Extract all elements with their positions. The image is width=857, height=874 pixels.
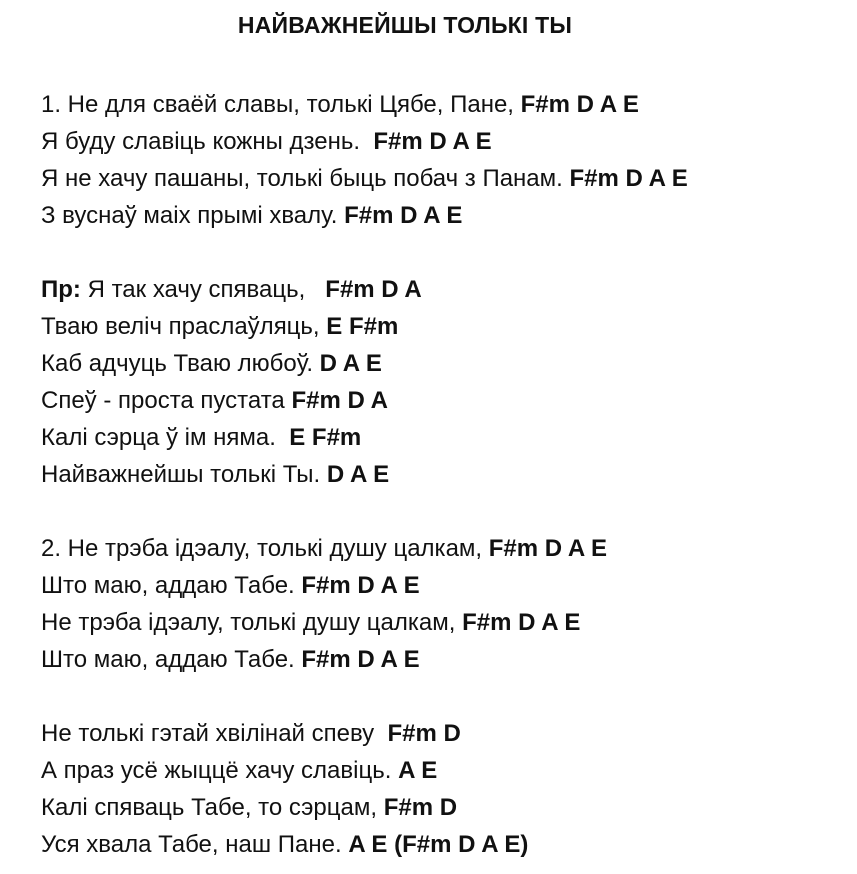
lyric-text: Каб адчуць Тваю любоў. — [41, 350, 320, 377]
lyric-line — [41, 271, 857, 308]
chord-labels: F#m D A E — [462, 609, 581, 636]
lyric-line — [41, 123, 857, 160]
lyric-line — [41, 456, 857, 493]
lyric-text: 1. Не для сваёй славы, толькі Цябе, Пане, — [41, 91, 521, 118]
lyrics — [41, 86, 857, 863]
lyric-line — [41, 826, 857, 863]
lyric-line — [41, 197, 857, 234]
song-title: НАЙВАЖНЕЙШЫ ТОЛЬКІ ТЫ — [237, 12, 573, 38]
lyric-line — [41, 789, 857, 826]
chord-labels: A E (F#m D A E) — [348, 831, 529, 858]
lyric-line — [41, 752, 857, 789]
lyric-text: З вуснаў маіх прымі хвалу. — [41, 202, 345, 229]
lyric-text: Не толькі гэтай хвілінай спеву — [41, 720, 388, 747]
lyric-line — [41, 308, 857, 345]
chord-labels: F#m D A E — [520, 91, 639, 118]
chord-labels: F#m D A E — [373, 128, 492, 155]
lyric-line — [41, 641, 857, 678]
chord-labels: F#m D A E — [344, 202, 463, 229]
lyric-line — [41, 382, 857, 419]
lyric-text: Спеў - проста пустата — [41, 387, 292, 414]
chord-labels: E F#m — [289, 424, 362, 451]
chord-labels: F#m D A — [325, 276, 422, 303]
chord-labels: F#m D — [387, 720, 461, 747]
chord-labels: F#m D A E — [301, 572, 420, 599]
lyric-line — [41, 160, 857, 197]
chord-labels: D A E — [319, 350, 382, 377]
lyric-line — [41, 345, 857, 382]
chord-labels: F#m D A E — [488, 535, 607, 562]
lyric-line — [41, 530, 857, 567]
chord-labels: E F#m — [326, 313, 399, 340]
stanza-gap — [41, 493, 857, 530]
lyric-line — [41, 419, 857, 456]
stanza-gap — [41, 678, 857, 715]
chord-labels: F#m D — [383, 794, 458, 821]
lyric-line — [41, 86, 857, 123]
lyric-text: Уся хвала Табе, наш Пане. — [41, 831, 349, 858]
chord-labels: A E — [398, 757, 438, 784]
lyric-text: Я не хачу пашаны, толькі быць побач з Панам. — [41, 165, 570, 192]
stanza-gap — [41, 234, 857, 271]
lyric-text: Што маю, аддаю Табе. — [41, 646, 302, 673]
lyric-text: Што маю, аддаю Табе. — [41, 572, 302, 599]
chorus-marker: Пр: — [41, 276, 81, 303]
chord-labels: F#m D A E — [301, 646, 420, 673]
lyric-text: Калі сэрца ў ім няма. — [41, 424, 290, 451]
lyric-text: А праз усё жыццё хачу славіць. — [41, 757, 399, 784]
chord-labels: F#m D A E — [569, 165, 688, 192]
lyric-text: 2. Не трэба ідэалу, толькі душу цалкам, — [41, 535, 489, 562]
lyric-text: Я буду славіць кожны дзень. — [41, 128, 374, 155]
lyric-text: Не трэба ідэалу, толькі душу цалкам, — [41, 609, 463, 636]
chord-labels: D A E — [326, 461, 390, 488]
lyric-line — [41, 567, 857, 604]
lyric-line — [41, 604, 857, 641]
lyric-text: Калі спяваць Табе, то сэрцам, — [41, 794, 384, 821]
lyric-line — [41, 715, 857, 752]
lyric-text: Тваю веліч праслаўляць, — [41, 313, 327, 340]
chord-labels: F#m D A — [291, 387, 388, 414]
lyric-text: Найважнейшы толькі Ты. — [41, 461, 327, 488]
lyric-text: Я так хачу спяваць, — [80, 276, 326, 303]
